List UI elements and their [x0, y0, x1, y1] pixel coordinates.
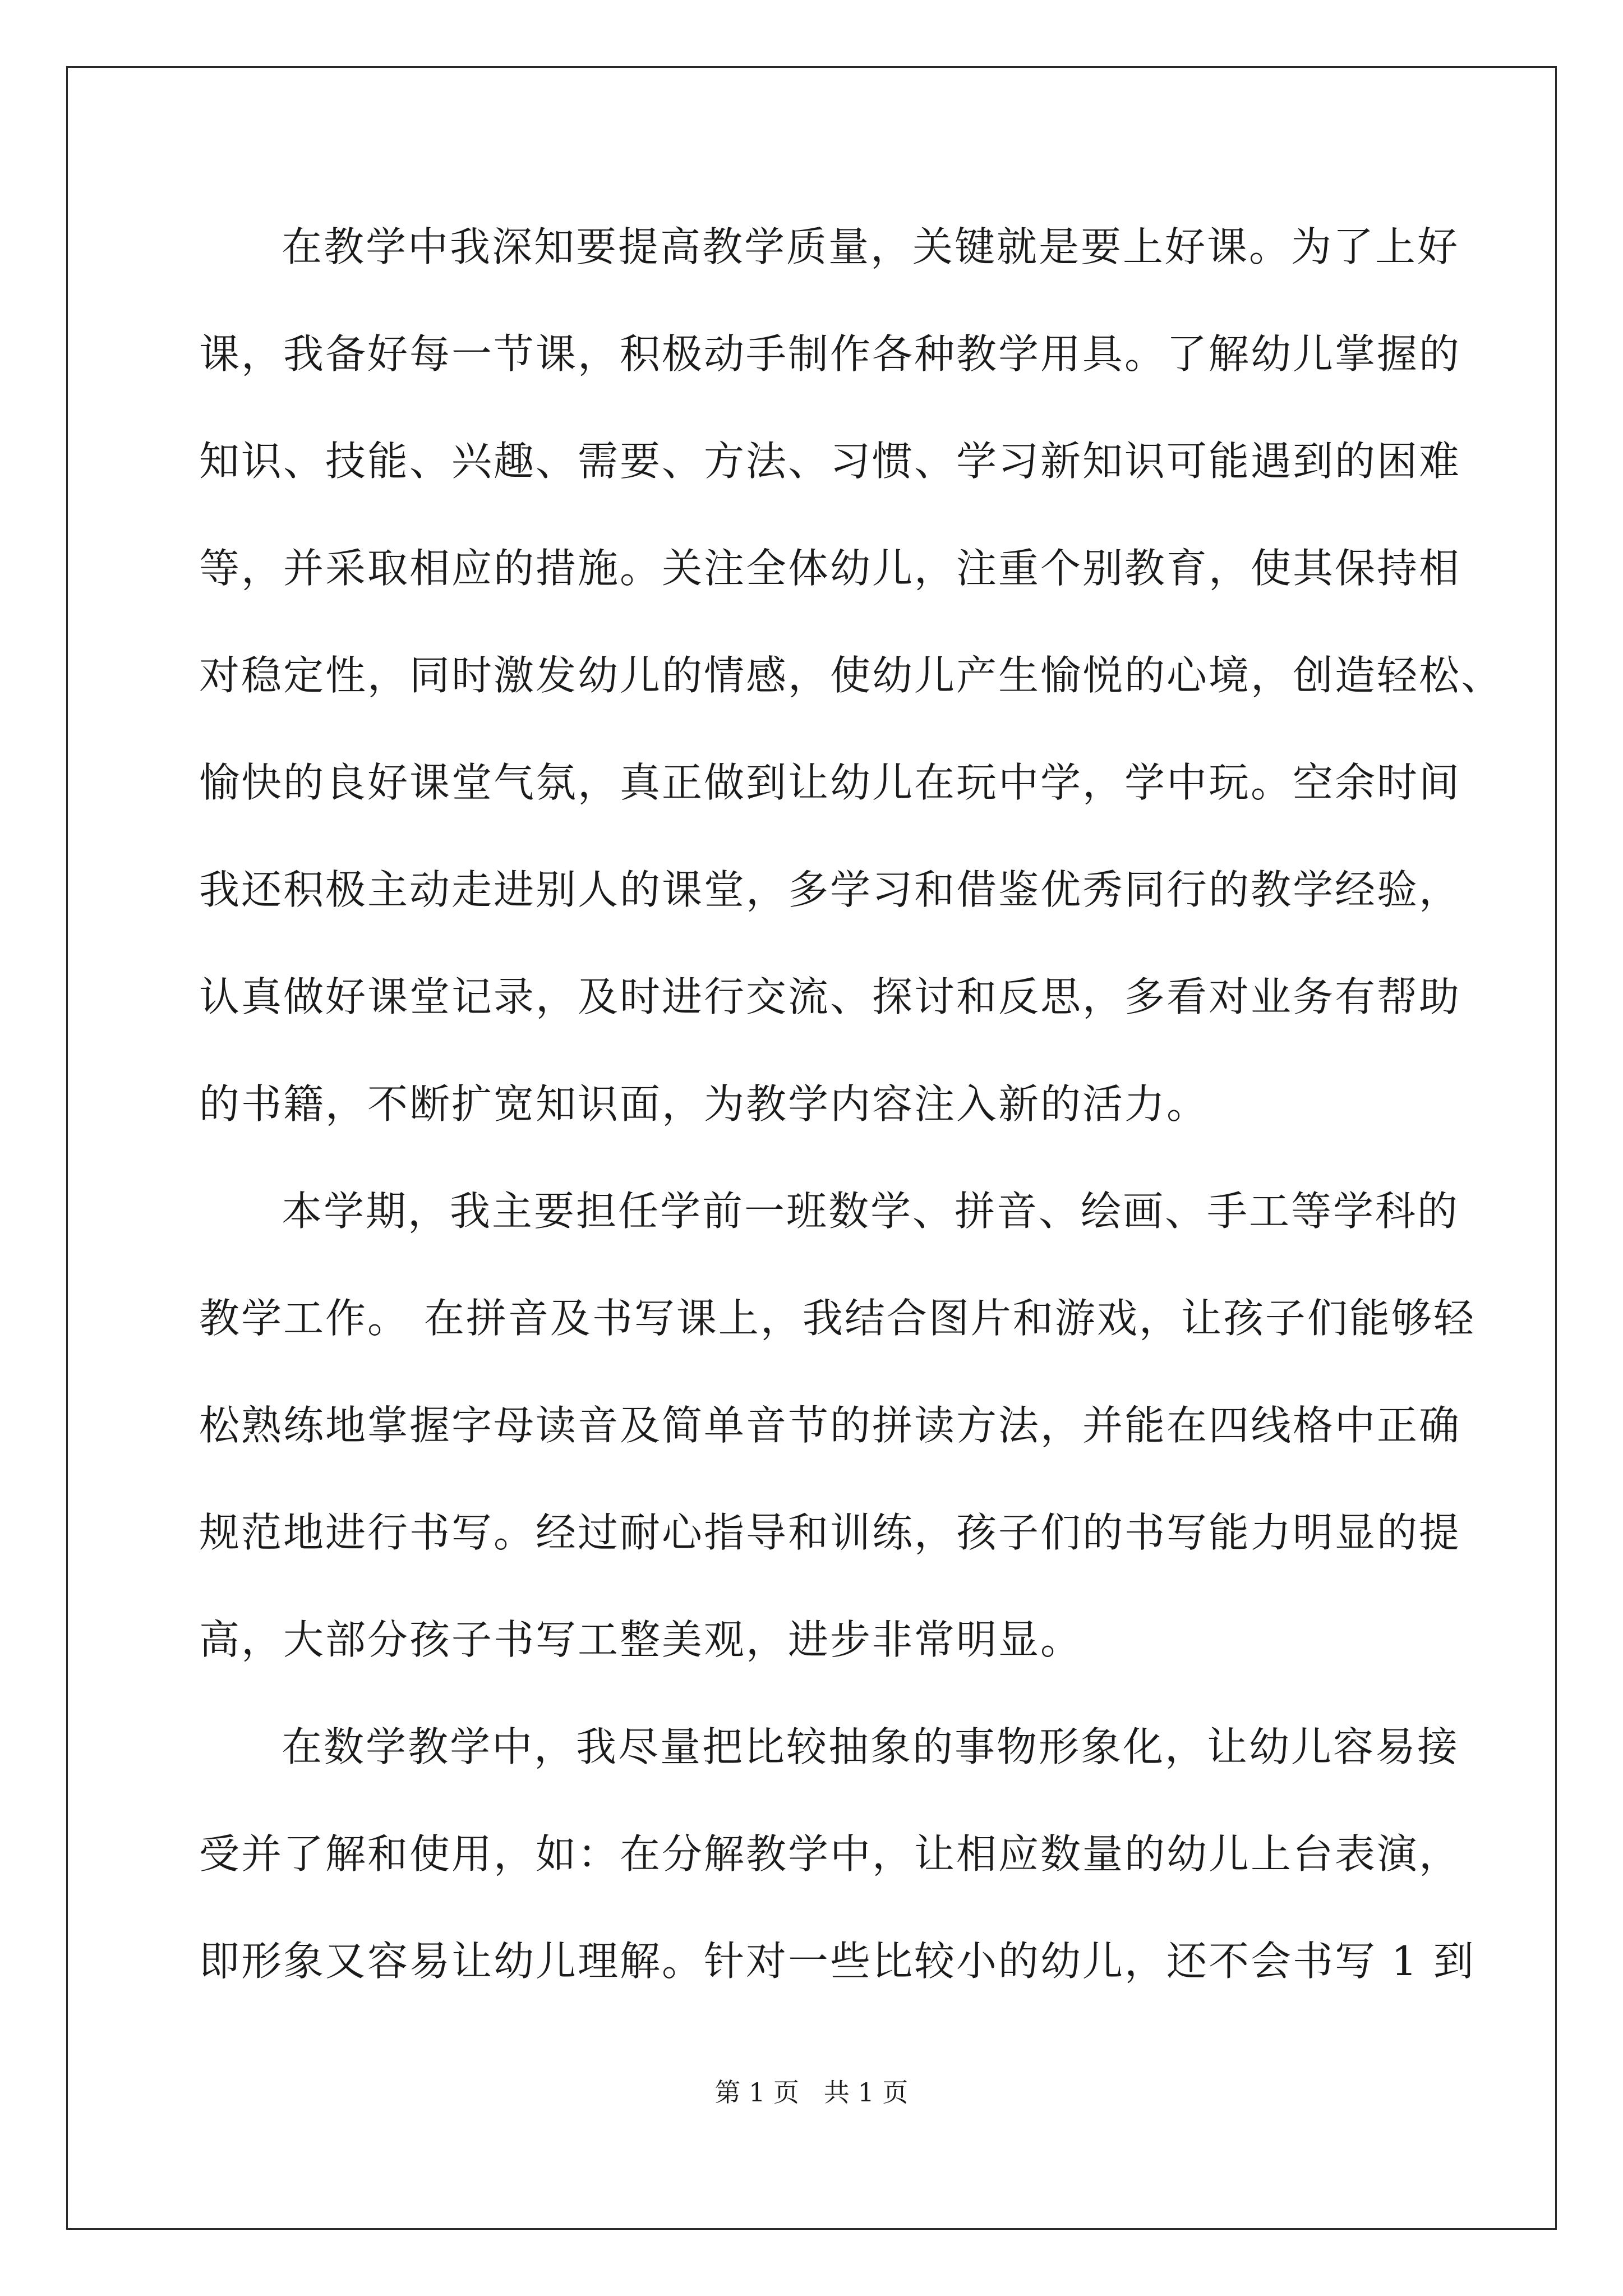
- paragraph-2-line-2: 教学工作。 在拼音及书写课上，我结合图片和游戏，让孩子们能够轻: [199, 1295, 1476, 1342]
- paragraph-2-line-1: 本学期，我主要担任学前一班数学、拼音、绘画、手工等学科的: [282, 1188, 1460, 1235]
- paragraph-3-line-1: 在数学教学中，我尽量把比较抽象的事物形象化，让幼儿容易接: [282, 1723, 1460, 1770]
- paragraph-3-line-2: 受并了解和使用，如：在分解教学中，让相应数量的幼儿上台表演，: [199, 1830, 1461, 1878]
- paragraph-1-line-9: 的书籍，不断扩宽知识面，为教学内容注入新的活力。: [199, 1080, 1209, 1128]
- paragraph-1-line-7: 我还积极主动走进别人的课堂，多学习和借鉴优秀同行的教学经验，: [199, 866, 1461, 913]
- paragraph-1-line-1: 在教学中我深知要提高教学质量，关键就是要上好课。为了上好: [282, 223, 1460, 270]
- paragraph-1-line-3: 知识、技能、兴趣、需要、方法、习惯、学习新知识可能遇到的困难: [199, 438, 1461, 485]
- paragraph-2-line-5: 高，大部分孩子书写工整美观，进步非常明显。: [199, 1616, 1083, 1663]
- paragraph-1-line-8: 认真做好课堂记录，及时进行交流、探讨和反思，多看对业务有帮助: [199, 973, 1461, 1020]
- paragraph-1-line-2: 课，我备好每一节课，积极动手制作各种教学用具。了解幼儿掌握的: [199, 330, 1461, 378]
- page-border: [66, 66, 1557, 2230]
- paragraph-1-line-4: 等，并采取相应的措施。关注全体幼儿，注重个别教育，使其保持相: [199, 545, 1461, 592]
- paragraph-2-line-4: 规范地进行书写。经过耐心指导和训练，孩子们的书写能力明显的提: [199, 1509, 1461, 1556]
- page-footer: 第 1 页 共 1 页: [714, 2077, 909, 2108]
- paragraph-3-line-3: 即形象又容易让幼儿理解。针对一些比较小的幼儿，还不会书写 1 到: [199, 1938, 1476, 1985]
- paragraph-2-line-3: 松熟练地掌握字母读音及简单音节的拼读方法，并能在四线格中正确: [199, 1402, 1461, 1449]
- paragraph-1-line-6: 愉快的良好课堂气氛，真正做到让幼儿在玩中学，学中玩。空余时间: [199, 759, 1461, 806]
- paragraph-1-line-5: 对稳定性，同时激发幼儿的情感，使幼儿产生愉悦的心境，创造轻松、: [199, 652, 1504, 699]
